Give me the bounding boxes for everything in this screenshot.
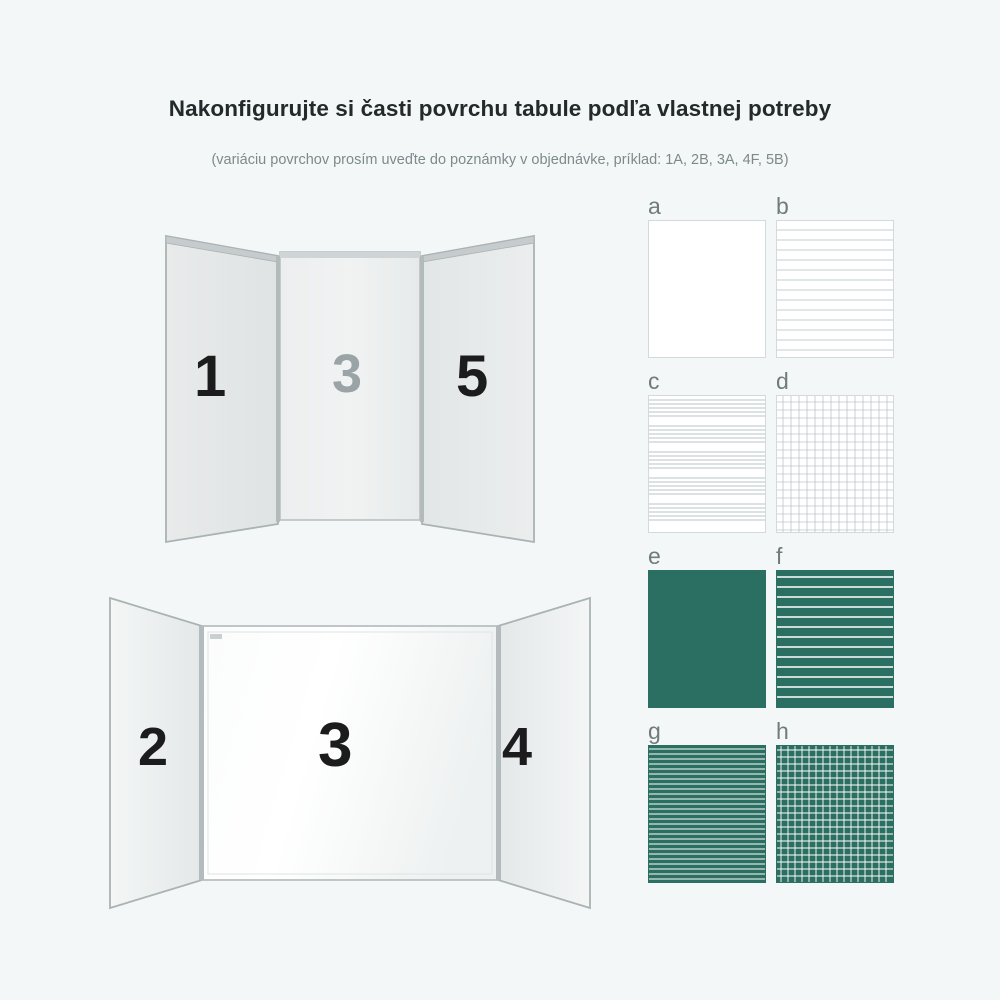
swatch-b[interactable]: [776, 193, 894, 358]
swatch-label-a: a: [648, 193, 661, 219]
swatch-c[interactable]: [648, 368, 766, 533]
swatch-f[interactable]: [776, 543, 894, 708]
panel-number-3-bottom: 3: [318, 711, 353, 780]
swatch-label-c: c: [648, 368, 660, 394]
swatch-box-b[interactable]: [776, 220, 894, 358]
bottom-left-hinge: [199, 626, 204, 880]
panel-number-1: 1: [194, 344, 227, 409]
panel-number-3-top: 3: [332, 344, 363, 404]
swatch-h[interactable]: [776, 718, 894, 883]
swatch-label-e: e: [648, 543, 661, 569]
swatch-box-e[interactable]: [648, 570, 766, 708]
page-title: Nakonfigurujte si časti povrchu tabule podľa vlastnej potreby: [168, 96, 832, 121]
swatch-box-a[interactable]: [648, 220, 766, 358]
pattern-grid-squares-light: [777, 396, 893, 532]
board-diagrams: [90, 190, 610, 920]
swatch-box-g[interactable]: [648, 745, 766, 883]
page-subtitle: (variáciu povrchov prosím uveďte do poznámky v objednávke, príklad: 1A, 2B, 3A, 4F, 5B): [211, 152, 789, 168]
panel-number-5: 5: [456, 344, 489, 409]
swatch-label-d: d: [776, 368, 789, 394]
swatch-box-d[interactable]: [776, 395, 894, 533]
top-right-hinge: [420, 256, 424, 522]
top-left-hinge: [276, 256, 280, 522]
swatch-d[interactable]: [776, 368, 894, 533]
swatch-a[interactable]: [648, 193, 766, 358]
tray-marker: [210, 634, 222, 639]
swatch-g[interactable]: [648, 718, 766, 883]
panel-number-4: 4: [502, 717, 533, 777]
swatch-label-f: f: [776, 543, 783, 569]
swatch-box-c[interactable]: [648, 395, 766, 533]
pattern-grid-squares-white: [777, 746, 893, 882]
swatch-label-b: b: [776, 193, 789, 219]
pattern-lines-wide-white: [777, 571, 893, 707]
panel-number-2: 2: [138, 717, 169, 777]
pattern-lines-wide-light: [777, 221, 893, 357]
swatch-box-h[interactable]: [776, 745, 894, 883]
surface-swatch-grid: [648, 193, 948, 908]
pattern-lines-dense-white: [649, 746, 765, 882]
bottom-right-hinge: [496, 626, 501, 880]
swatch-e[interactable]: [648, 543, 766, 708]
swatch-label-g: g: [648, 718, 661, 744]
swatch-label-h: h: [776, 718, 789, 744]
pattern-music-staves-light: [649, 396, 765, 532]
swatch-box-f[interactable]: [776, 570, 894, 708]
